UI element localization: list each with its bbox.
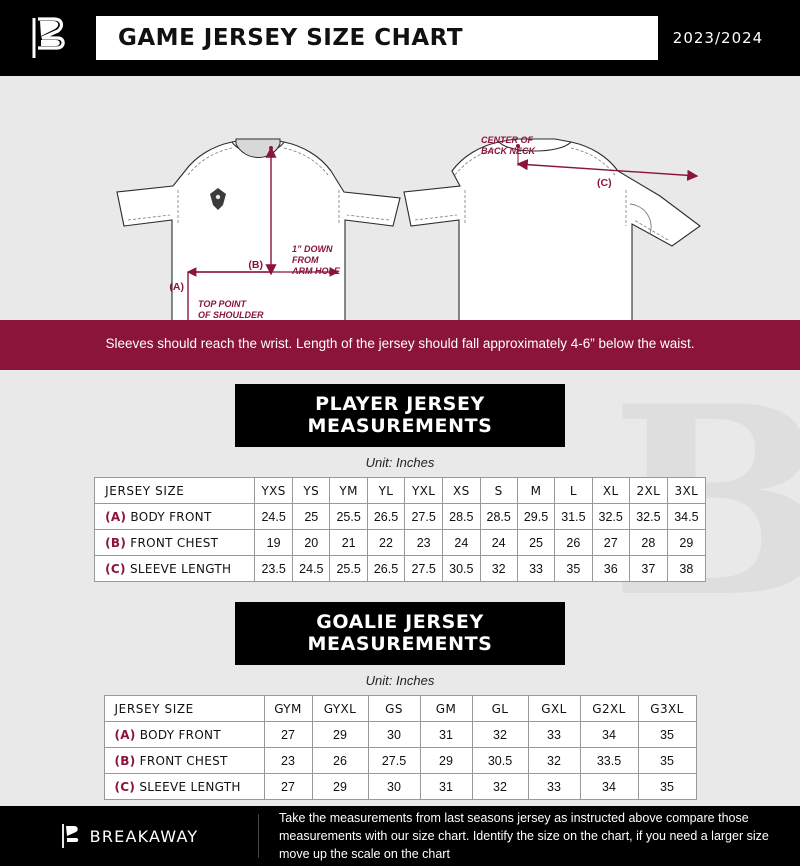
goalie-section-title: GOALIE JERSEY MEASUREMENTS (235, 602, 565, 665)
player-size-table (94, 477, 706, 582)
player-corner-label: JERSEY SIZE (95, 478, 255, 504)
player-r1-c2: 21 (330, 530, 367, 556)
goalie-r2-c4: 32 (472, 774, 528, 800)
player-r1-c4: 23 (405, 530, 443, 556)
player-r2-c10: 37 (629, 556, 667, 582)
goalie-r1-c4: 30.5 (472, 748, 528, 774)
player-r0-c10: 32.5 (629, 504, 667, 530)
player-row-1-label: (B) FRONT CHEST (95, 530, 255, 556)
goalie-unit-label: Unit: Inches (365, 673, 435, 689)
goalie-col-0: GYM (264, 696, 312, 722)
goalie-row-1-label: (B) FRONT CHEST (104, 748, 264, 774)
goalie-r1-c3: 29 (420, 748, 472, 774)
jersey-diagram (0, 76, 800, 320)
player-r0-c0: 24.5 (255, 504, 293, 530)
svg-text:FROM: FROM (292, 255, 319, 265)
season-badge: 2023/2024 (658, 16, 778, 60)
goalie-r2-c5: 33 (528, 774, 580, 800)
jersey-diagram-svg (0, 76, 800, 320)
table-header-row (104, 696, 696, 722)
table-row (95, 504, 706, 530)
svg-text:ARM HOLE: ARM HOLE (292, 266, 340, 276)
player-unit-label: Unit: Inches (365, 455, 435, 471)
player-r1-c11: 29 (667, 530, 705, 556)
player-r0-c2: 25.5 (330, 504, 367, 530)
footer-brand (0, 823, 258, 849)
player-r1-c8: 26 (555, 530, 592, 556)
player-r0-c11: 34.5 (667, 504, 705, 530)
goalie-col-2: GS (368, 696, 420, 722)
footer-brand-name: BREAKAWAY (89, 826, 199, 846)
svg-text:CENTER OF: CENTER OF (481, 135, 534, 145)
goalie-r2-c2: 30 (368, 774, 420, 800)
player-r1-c6: 24 (480, 530, 517, 556)
player-row-2-label: (C) SLEEVE LENGTH (95, 556, 255, 582)
goalie-r0-c5: 33 (528, 722, 580, 748)
goalie-col-3: GM (420, 696, 472, 722)
player-col-1: YS (293, 478, 330, 504)
player-col-9: XL (592, 478, 629, 504)
goalie-col-5: GXL (528, 696, 580, 722)
player-r1-c1: 20 (293, 530, 330, 556)
player-col-4: YXL (405, 478, 443, 504)
player-r0-c5: 28.5 (443, 504, 480, 530)
goalie-r2-c1: 29 (312, 774, 368, 800)
player-r2-c5: 30.5 (443, 556, 480, 582)
player-r0-c1: 25 (293, 504, 330, 530)
player-r2-c4: 27.5 (405, 556, 443, 582)
goalie-col-7: G3XL (638, 696, 696, 722)
goalie-col-1: GYXL (312, 696, 368, 722)
goalie-r1-c5: 32 (528, 748, 580, 774)
player-r2-c9: 36 (592, 556, 629, 582)
goalie-r0-c0: 27 (264, 722, 312, 748)
player-r0-c4: 27.5 (405, 504, 443, 530)
page-header (0, 0, 800, 76)
goalie-r1-c1: 26 (312, 748, 368, 774)
svg-text:BACK NECK: BACK NECK (481, 146, 535, 156)
player-col-11: 3XL (667, 478, 705, 504)
table-row (95, 556, 706, 582)
player-r1-c3: 22 (367, 530, 404, 556)
player-col-5: XS (443, 478, 480, 504)
header-logo (0, 0, 96, 76)
goalie-size-table (104, 695, 697, 800)
title-band (96, 16, 658, 60)
goalie-col-6: G2XL (580, 696, 638, 722)
table-row (104, 722, 696, 748)
player-r2-c11: 38 (667, 556, 705, 582)
goalie-r2-c7: 35 (638, 774, 696, 800)
breakaway-b-logo-icon (28, 15, 68, 61)
player-r2-c2: 25.5 (330, 556, 367, 582)
table-row (104, 748, 696, 774)
table-row (95, 530, 706, 556)
table-header-row (95, 478, 706, 504)
player-r2-c8: 35 (555, 556, 592, 582)
player-r1-c9: 27 (592, 530, 629, 556)
player-r2-c6: 32 (480, 556, 517, 582)
goalie-row-0-label: (A) BODY FRONT (104, 722, 264, 748)
player-col-0: YXS (255, 478, 293, 504)
player-section-title: PLAYER JERSEY MEASUREMENTS (235, 384, 565, 447)
footer-instructions: Take the measurements from last seasons jersey as instructed above compare those measurements with our size chart. Identify the size on the chart, if you need a larger size move up the scale on the chart (279, 811, 769, 862)
table-row (104, 774, 696, 800)
player-r2-c1: 24.5 (293, 556, 330, 582)
player-col-7: M (517, 478, 554, 504)
goalie-r0-c6: 34 (580, 722, 638, 748)
goalie-r2-c3: 31 (420, 774, 472, 800)
player-col-3: YL (367, 478, 404, 504)
player-r2-c3: 26.5 (367, 556, 404, 582)
player-r1-c10: 28 (629, 530, 667, 556)
player-col-2: YM (330, 478, 367, 504)
player-r2-c0: 23.5 (255, 556, 293, 582)
player-r1-c7: 25 (517, 530, 554, 556)
goalie-r1-c6: 33.5 (580, 748, 638, 774)
goalie-r2-c6: 34 (580, 774, 638, 800)
page-footer (0, 806, 800, 866)
goalie-r1-c0: 23 (264, 748, 312, 774)
goalie-r0-c3: 31 (420, 722, 472, 748)
goalie-r0-c4: 32 (472, 722, 528, 748)
svg-text:OF SHOULDER: OF SHOULDER (198, 310, 264, 320)
svg-text:TOP POINT: TOP POINT (198, 299, 247, 309)
player-r2-c7: 33 (517, 556, 554, 582)
player-r0-c6: 28.5 (480, 504, 517, 530)
goalie-r0-c7: 35 (638, 722, 696, 748)
svg-text:1” DOWN: 1” DOWN (292, 244, 333, 254)
svg-text:(C): (C) (597, 177, 612, 189)
note-bar: Sleeves should reach the wrist. Length of the jersey should fall approximately 4-6” below the waist. (0, 320, 800, 370)
goalie-row-2-label: (C) SLEEVE LENGTH (104, 774, 264, 800)
player-jersey-section (0, 370, 800, 588)
goalie-col-4: GL (472, 696, 528, 722)
player-col-8: L (555, 478, 592, 504)
player-row-0-label: (A) BODY FRONT (95, 504, 255, 530)
goalie-r0-c1: 29 (312, 722, 368, 748)
goalie-r0-c2: 30 (368, 722, 420, 748)
page-title: GAME JERSEY SIZE CHART (118, 25, 464, 51)
goalie-r1-c7: 35 (638, 748, 696, 774)
goalie-jersey-section (0, 588, 800, 806)
player-r0-c8: 31.5 (555, 504, 592, 530)
svg-text:(B): (B) (248, 259, 263, 271)
player-r1-c0: 19 (255, 530, 293, 556)
player-r1-c5: 24 (443, 530, 480, 556)
player-r0-c9: 32.5 (592, 504, 629, 530)
player-col-10: 2XL (629, 478, 667, 504)
player-r0-c7: 29.5 (517, 504, 554, 530)
goalie-r2-c0: 27 (264, 774, 312, 800)
goalie-r1-c2: 27.5 (368, 748, 420, 774)
player-col-6: S (480, 478, 517, 504)
svg-text:(A): (A) (169, 281, 184, 293)
breakaway-b-logo-icon (60, 823, 82, 849)
goalie-corner-label: JERSEY SIZE (104, 696, 264, 722)
player-r0-c3: 26.5 (367, 504, 404, 530)
